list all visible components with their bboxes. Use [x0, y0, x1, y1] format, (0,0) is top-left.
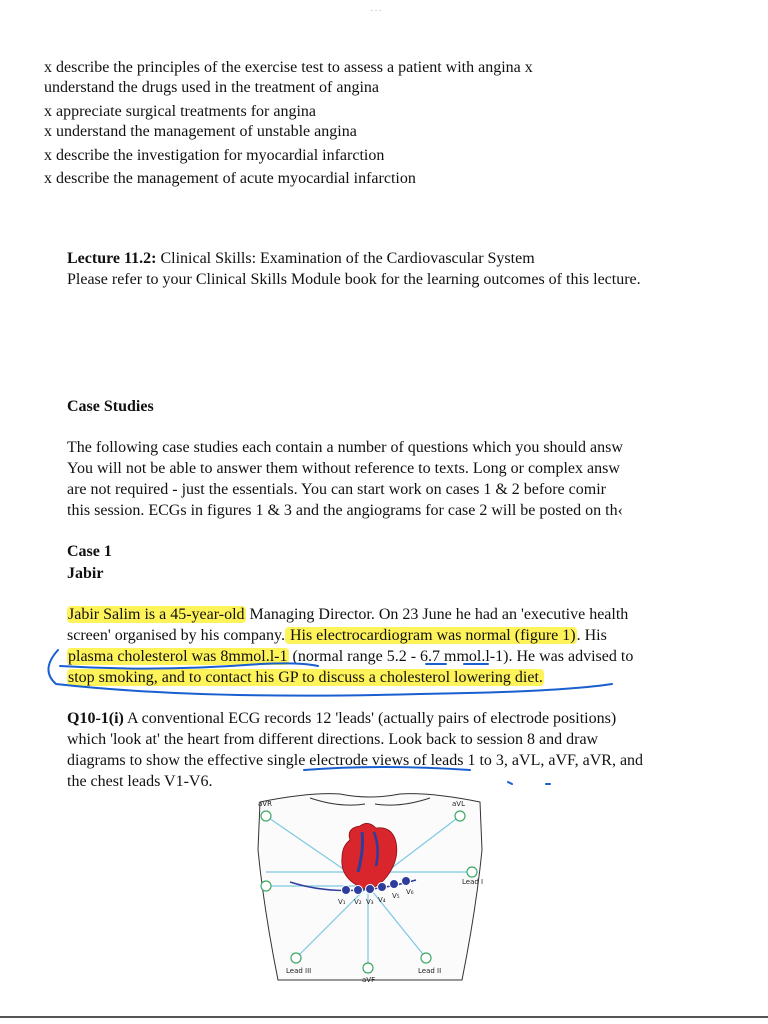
case-studies-intro-line-3: are not required - just the essentials. You can start work on cases 1 & 2 before comir [67, 481, 606, 498]
chest-electrode-v6 [402, 877, 411, 886]
highlighted-text: Jabir Salim is a 45-year-old [68, 606, 245, 623]
highlighted-text: plasma cholesterol was 8mmol.l-1 [68, 648, 288, 665]
label-lead1: Lead I [462, 878, 484, 886]
objective-item-4: x understand the management of unstable angina [44, 123, 357, 140]
case-paragraph-line-4 [67, 668, 544, 688]
case-paragraph-line-1 [67, 605, 628, 625]
case-text: . His [576, 627, 607, 644]
question-line-1 [67, 709, 616, 729]
electrode-avf [363, 963, 373, 973]
pen-underline [508, 782, 512, 784]
label-avl: aVL [452, 800, 465, 808]
label-avf: aVF [362, 976, 376, 984]
case-patient-name: Jabir [67, 565, 104, 582]
label-v5: V₅ [392, 892, 400, 900]
objective-item-1: x describe the principles of the exercise test to assess a patient with angina x [44, 59, 533, 76]
case-paragraph-line-2 [67, 626, 607, 646]
case-paragraph-line-3 [67, 647, 633, 667]
objective-item-2: understand the drugs used in the treatment of angina [44, 79, 380, 96]
question-line-2: which 'look at' the heart from different directions. Look back to session 8 and draw [67, 731, 599, 748]
electrode-left [261, 881, 271, 891]
label-v3: V₃ [366, 898, 374, 906]
question-line-3: diagrams to show the effective single electrode views of leads 1 to 3, aVL, aVF, aVR, and [67, 752, 644, 769]
objective-item-6: x describe the management of acute myocardial infarction [44, 170, 416, 187]
electrode-lead2 [421, 953, 431, 963]
label-lead2: Lead II [418, 967, 442, 975]
chest-electrode-v4 [378, 883, 387, 892]
electrode-avr [261, 811, 271, 821]
lecture-title: Clinical Skills: Examination of the Cardiovascular System [156, 250, 535, 267]
case-studies-intro-line-2: You will not be able to answer them without reference to texts. Long or complex answ [67, 460, 620, 477]
page-header-dots: ··· [370, 6, 383, 17]
objective-item-3: x appreciate surgical treatments for angina [44, 103, 317, 120]
label-avr: aVR [258, 800, 272, 808]
label-v6: V₆ [406, 888, 414, 896]
label-v4: V₄ [378, 896, 386, 904]
case-studies-intro-line-4: this session. ECGs in figures 1 & 3 and the angiograms for case 2 will be posted on th‹ [67, 502, 623, 519]
case-studies-heading: Case Studies [67, 398, 154, 415]
electrode-lead1 [467, 867, 477, 877]
objective-item-5: x describe the investigation for myocardial infarction [44, 147, 385, 164]
ecg-lead-diagram [250, 790, 490, 990]
electrode-lead3 [291, 953, 301, 963]
label-v2: V₂ [354, 898, 362, 906]
label-lead3: Lead III [286, 967, 312, 975]
question-label: Q10-1(i) [67, 710, 124, 727]
chest-electrode-v5 [390, 880, 399, 889]
case-text: (normal range 5.2 - 6.7 mmol.l-1). He was advised to [288, 648, 634, 665]
case-text: Managing Director. On 23 June he had an 'executive health [245, 606, 629, 623]
highlighted-text: stop smoking, and to contact his GP to discuss a cholesterol lowering diet. [68, 669, 543, 686]
question-text: A conventional ECG records 12 'leads' (actually pairs of electrode positions) [123, 710, 617, 727]
ecg-figure-svg [250, 790, 490, 990]
case-text: screen' organised by his company. [67, 627, 285, 644]
chest-electrode-v3 [366, 885, 375, 894]
lecture-label: Lecture 11.2: [67, 250, 157, 267]
electrode-avl [455, 811, 465, 821]
question-line-4: the chest leads V1-V6. [67, 773, 213, 790]
chest-electrode-v2 [354, 886, 363, 895]
lecture-heading [67, 249, 535, 269]
label-v1: V₁ [338, 898, 346, 906]
lecture-note: Please refer to your Clinical Skills Module book for the learning outcomes of this lecture. [67, 271, 641, 288]
highlighted-text: His electrocardiogram was normal (figure 1) [285, 627, 576, 644]
page-bottom-border [0, 1016, 768, 1018]
chest-electrode-v1 [342, 886, 351, 895]
case-studies-intro-line-1: The following case studies each contain a number of questions which you should answ [67, 439, 623, 456]
case-title: Case 1 [67, 543, 112, 560]
